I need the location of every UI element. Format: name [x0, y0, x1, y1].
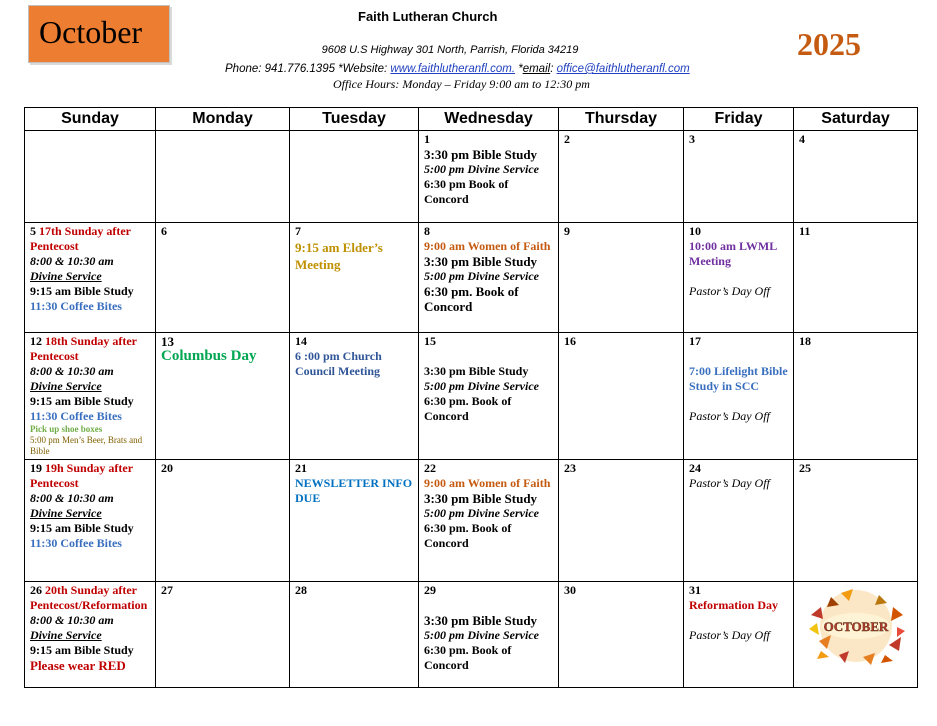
day-cell-empty: [25, 131, 156, 223]
day-number: 14: [295, 334, 307, 348]
event-divine-service: 5:00 pm Divine Service: [424, 379, 539, 393]
day-number: 16: [564, 334, 576, 348]
day-cell-29[interactable]: [419, 582, 559, 688]
day-cell-1[interactable]: [419, 131, 559, 223]
day-cell-16[interactable]: [559, 333, 684, 460]
day-number: 9: [564, 224, 570, 238]
day-cell-14[interactable]: [290, 333, 419, 460]
church-council-meeting: 6 :00 pm Church Council Meeting: [295, 349, 382, 378]
event-bible-study: 3:30 pm Bible Study: [424, 491, 538, 506]
service-times: 8:00 & 10:30 am: [30, 613, 114, 627]
day-number: 24: [689, 461, 701, 475]
day-cell-empty: [290, 131, 419, 223]
email-label: email: [522, 63, 551, 75]
phone-text: Phone: 941.776.1395 *Website:: [225, 63, 391, 75]
coffee-bites: 11:30 Coffee Bites: [30, 299, 122, 313]
service-times: 8:00 & 10:30 am: [30, 491, 114, 505]
day-cell-5[interactable]: [25, 223, 156, 333]
weekday-thursday: Thursday: [559, 108, 684, 131]
week-row-5: [25, 582, 918, 688]
week-row-2: [25, 223, 918, 333]
day-number: 15: [424, 334, 436, 348]
mens-beer-brats-bible: 5:00 pm Men’s Beer, Brats and Bible: [30, 435, 143, 456]
weekday-sunday: Sunday: [25, 108, 156, 131]
weekday-friday: Friday: [684, 108, 794, 131]
day-number: 10: [689, 224, 701, 238]
day-cell-empty: [156, 131, 290, 223]
event-divine-service: 5:00 pm Divine Service: [424, 162, 539, 176]
sunday-heading: [30, 224, 150, 254]
coffee-bites: 11:30 Coffee Bites: [30, 536, 122, 550]
event-divine-service: 5:00 pm Divine Service: [424, 628, 539, 642]
day-cell-22[interactable]: [419, 460, 559, 582]
day-cell-4[interactable]: [794, 131, 918, 223]
week-row-4: [25, 460, 918, 582]
day-number: 29: [424, 583, 436, 597]
day-cell-20[interactable]: [156, 460, 290, 582]
day-number: 5: [30, 224, 36, 238]
email-link[interactable]: office@faithlutheranfl.com: [556, 63, 690, 75]
day-cell-6[interactable]: [156, 223, 290, 333]
event-divine-service: 5:00 pm Divine Service: [424, 269, 539, 283]
day-number: 6: [161, 224, 167, 238]
day-cell-19[interactable]: [25, 460, 156, 582]
church-name: Faith Lutheran Church: [358, 9, 498, 24]
sunday-bible-study: 9:15 am Bible Study: [30, 394, 134, 408]
day-cell-28[interactable]: [290, 582, 419, 688]
event-book-of-concord: 6:30 pm Book of Concord: [424, 177, 509, 206]
divine-service: Divine Service: [30, 506, 102, 520]
day-number: 12: [30, 334, 42, 348]
service-times: 8:00 & 10:30 am: [30, 364, 114, 378]
sunday-after-pentecost: 19h Sunday after Pentecost: [30, 461, 133, 490]
sunday-after-pentecost: 18th Sunday after Pentecost: [30, 334, 137, 363]
pastors-day-off: Pastor’s Day Off: [689, 628, 770, 642]
day-cell-october-image: [794, 582, 918, 688]
day-number: 26: [30, 583, 42, 597]
day-cell-9[interactable]: [559, 223, 684, 333]
shoe-boxes: Pick up shoe boxes: [30, 424, 103, 434]
october-leaves-image: [801, 585, 911, 667]
event-bible-study: 3:30 pm Bible Study: [424, 147, 538, 162]
sunday-bible-study: 9:15 am Bible Study: [30, 643, 134, 657]
office-hours: Office Hours: Monday – Friday 9:00 am to 12:30 pm: [333, 77, 590, 91]
divine-service: Divine Service: [30, 379, 102, 393]
day-cell-25[interactable]: [794, 460, 918, 582]
weekday-tuesday: Tuesday: [290, 108, 419, 131]
service-times: 8:00 & 10:30 am: [30, 254, 114, 268]
october-image-text: OCTOBER: [823, 619, 888, 634]
elders-meeting: 9:15 am Elder’s Meeting: [295, 240, 383, 272]
event-book-of-concord: 6:30 pm. Book of Concord: [424, 284, 519, 314]
day-number: 7: [295, 224, 301, 238]
email-colon: :: [550, 63, 557, 75]
day-number: 25: [799, 461, 811, 475]
day-cell-31[interactable]: [684, 582, 794, 688]
day-number: 3: [689, 132, 695, 146]
day-cell-10[interactable]: [684, 223, 794, 333]
day-number: 17: [689, 334, 701, 348]
event-book-of-concord: 6:30 pm. Book of Concord: [424, 643, 512, 672]
day-number: 30: [564, 583, 576, 597]
day-cell-12[interactable]: [25, 333, 156, 460]
day-number: 8: [424, 224, 430, 238]
weekday-monday: Monday: [156, 108, 290, 131]
day-cell-26[interactable]: [25, 582, 156, 688]
divine-service: Divine Service: [30, 628, 102, 642]
day-number: 28: [295, 583, 307, 597]
contact-line: [225, 63, 690, 75]
day-cell-21[interactable]: [290, 460, 419, 582]
sunday-heading: [30, 583, 150, 613]
please-wear-red: Please wear RED: [30, 658, 126, 673]
day-cell-11[interactable]: [794, 223, 918, 333]
pastors-day-off: Pastor’s Day Off: [689, 476, 770, 490]
day-number: 13: [161, 334, 174, 349]
day-cell-18[interactable]: [794, 333, 918, 460]
day-number: 18: [799, 334, 811, 348]
day-number: 4: [799, 132, 805, 146]
sunday-after-pentecost: 20th Sunday after Pentecost/Reformation: [30, 583, 148, 612]
event-book-of-concord: 6:30 pm. Book of Concord: [424, 521, 512, 550]
day-cell-27[interactable]: [156, 582, 290, 688]
women-of-faith: 9:00 am Women of Faith: [424, 239, 551, 253]
coffee-bites: 11:30 Coffee Bites: [30, 409, 122, 423]
pastors-day-off: Pastor’s Day Off: [689, 284, 770, 298]
day-number: 27: [161, 583, 173, 597]
day-number: 22: [424, 461, 436, 475]
reformation-day: Reformation Day: [689, 598, 778, 612]
website-link[interactable]: www.faithlutheranfl.com.: [390, 63, 516, 75]
event-book-of-concord: 6:30 pm. Book of Concord: [424, 394, 512, 423]
day-number: 23: [564, 461, 576, 475]
week-row-3: [25, 333, 918, 460]
day-number: 2: [564, 132, 570, 146]
year-title: 2025: [797, 26, 861, 62]
lifelight-bible-study: 7:00 Lifelight Bible Study in SCC: [689, 364, 788, 393]
sunday-heading: [30, 334, 150, 364]
day-number: 31: [689, 583, 701, 597]
month-title: October: [39, 14, 143, 50]
event-bible-study: 3:30 pm Bible Study: [424, 364, 529, 378]
sunday-heading: [30, 461, 150, 491]
event-bible-study: 3:30 pm Bible Study: [424, 254, 538, 269]
day-cell-13[interactable]: [156, 333, 290, 460]
day-number: 21: [295, 461, 307, 475]
newsletter-info-due: NEWSLETTER INFO DUE: [295, 476, 413, 505]
sunday-after-pentecost: 17th Sunday after Pentecost: [30, 224, 131, 253]
event-bible-study: 3:30 pm Bible Study: [424, 613, 538, 628]
week-row-1: [25, 131, 918, 223]
calendar-grid: [24, 107, 918, 688]
day-cell-17[interactable]: [684, 333, 794, 460]
columbus-day: Columbus Day: [161, 348, 257, 364]
weekday-wednesday: Wednesday: [419, 108, 559, 131]
weekday-saturday: Saturday: [794, 108, 918, 131]
women-of-faith: 9:00 am Women of Faith: [424, 476, 551, 490]
day-number: 11: [799, 224, 811, 238]
weekday-header-row: [25, 108, 918, 131]
pastors-day-off: Pastor’s Day Off: [689, 409, 770, 423]
day-cell-23[interactable]: [559, 460, 684, 582]
day-cell-30[interactable]: [559, 582, 684, 688]
day-cell-24[interactable]: [684, 460, 794, 582]
day-cell-15[interactable]: [419, 333, 559, 460]
divine-service: Divine Service: [30, 269, 102, 283]
day-cell-3[interactable]: [684, 131, 794, 223]
day-number: 19: [30, 461, 42, 475]
day-cell-2[interactable]: [559, 131, 684, 223]
day-cell-8[interactable]: [419, 223, 559, 333]
event-divine-service: 5:00 pm Divine Service: [424, 506, 539, 520]
lwml-meeting: 10:00 am LWML Meeting: [689, 239, 777, 268]
church-address: 9608 U.S Highway 301 North, Parrish, Florida 34219: [321, 44, 579, 56]
day-number: 1: [424, 132, 430, 146]
sunday-bible-study: 9:15 am Bible Study: [30, 521, 134, 535]
sunday-bible-study: 9:15 am Bible Study: [30, 284, 134, 298]
day-number: 20: [161, 461, 173, 475]
day-cell-7[interactable]: [290, 223, 419, 333]
email-prefix: *: [515, 63, 523, 75]
